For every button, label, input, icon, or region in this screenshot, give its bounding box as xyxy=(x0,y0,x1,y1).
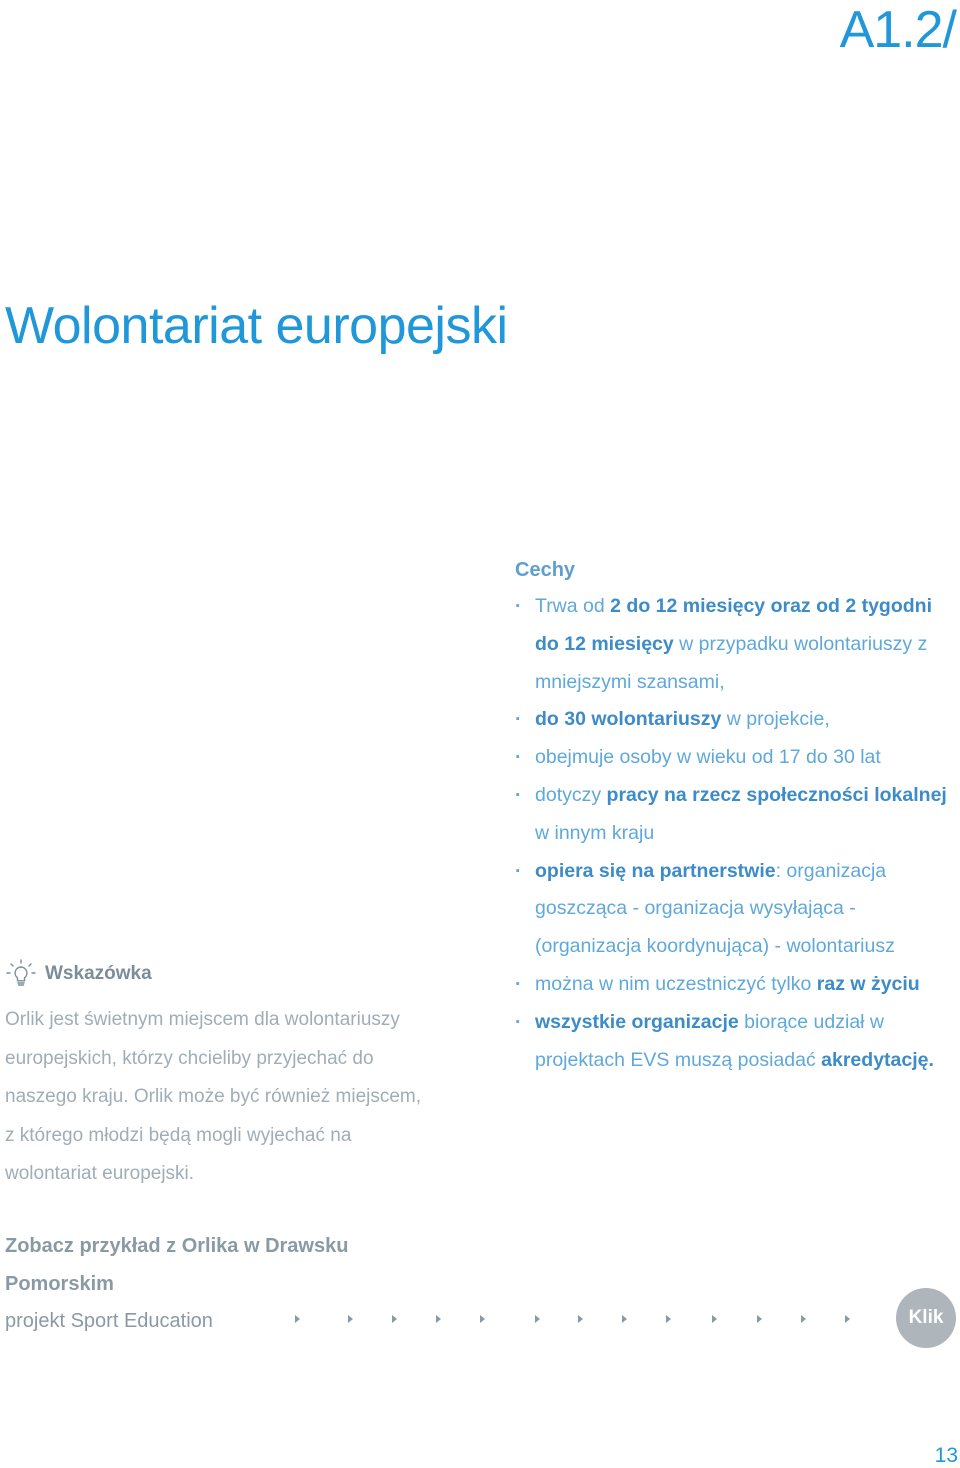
klik-button[interactable]: Klik xyxy=(896,1288,956,1348)
arrow-icon xyxy=(757,1315,762,1323)
example-link-title[interactable]: Zobacz przykład z Orlika w Drawsku Pomorskim xyxy=(5,1235,349,1295)
feature-emphasis: akredytację. xyxy=(821,1048,934,1071)
feature-text: w projekcie, xyxy=(721,708,830,731)
features-list xyxy=(515,588,960,1079)
lightbulb-icon xyxy=(5,958,37,990)
feature-item xyxy=(515,1004,960,1080)
feature-emphasis: 2 do 12 miesięcy oraz od 2 tygodni do 12 miesięcy xyxy=(535,595,932,655)
feature-text: : organizacja goszcząca - organizacja wysyłająca - (organizacja koordynująca) - wolontariusz xyxy=(535,859,895,958)
tip-box xyxy=(5,955,435,1194)
feature-emphasis: raz w życiu xyxy=(816,972,920,995)
arrow-icon xyxy=(436,1315,441,1323)
feature-item xyxy=(515,966,960,1004)
feature-text: obejmuje osoby w wieku od 17 do 30 lat xyxy=(535,746,881,769)
feature-emphasis: pracy na rzecz społeczności lokalnej xyxy=(606,783,947,806)
features-heading: Cechy xyxy=(515,559,576,581)
feature-text: dotyczy xyxy=(535,783,607,806)
feature-text: w przypadku wolontariuszy z mniejszymi szansami, xyxy=(535,632,928,693)
arrow-icon xyxy=(845,1315,850,1323)
arrow-icon xyxy=(348,1315,353,1323)
arrow-icon xyxy=(666,1315,671,1323)
page-title: Wolontariat europejski xyxy=(5,297,508,355)
arrow-icon xyxy=(622,1315,627,1323)
arrow-icon xyxy=(712,1315,717,1323)
page-number: 13 xyxy=(934,1444,958,1467)
arrow-icon xyxy=(295,1315,300,1323)
arrow-icon xyxy=(535,1315,540,1323)
arrow-icon xyxy=(578,1315,583,1323)
tip-title: Wskazówka xyxy=(45,963,152,984)
tip-header xyxy=(5,955,435,993)
feature-text: Trwa od xyxy=(535,595,611,617)
arrow-icon xyxy=(392,1315,397,1323)
feature-emphasis: opiera się na partnerstwie xyxy=(535,859,776,882)
feature-item xyxy=(515,701,960,739)
features-section xyxy=(515,552,960,1079)
feature-text: biorące udział w projektach EVS muszą posiadać xyxy=(535,1010,885,1071)
arrow-icon xyxy=(801,1315,806,1323)
feature-item xyxy=(515,739,960,777)
section-code: A1.2/ xyxy=(839,1,956,59)
feature-text: w innym kraju xyxy=(535,821,655,844)
feature-item xyxy=(515,777,960,853)
arrow-icon xyxy=(480,1315,485,1323)
example-subtitle: projekt Sport Education xyxy=(5,1310,213,1332)
tip-text: Orlik jest świetnym miejscem dla wolontariuszy europejskich, którzy chcieliby przyjechać do naszego kraju. Orlik może być również miejscem, z którego młodzi będą mogli wyjechać na wolontariat europejski. xyxy=(5,1009,422,1184)
feature-emphasis: do 30 wolontariuszy xyxy=(535,708,722,731)
feature-emphasis: wszystkie organizacje xyxy=(535,1010,739,1033)
feature-text: można w nim uczestniczyć tylko xyxy=(535,972,817,995)
feature-item xyxy=(515,588,960,701)
feature-item xyxy=(515,853,960,966)
